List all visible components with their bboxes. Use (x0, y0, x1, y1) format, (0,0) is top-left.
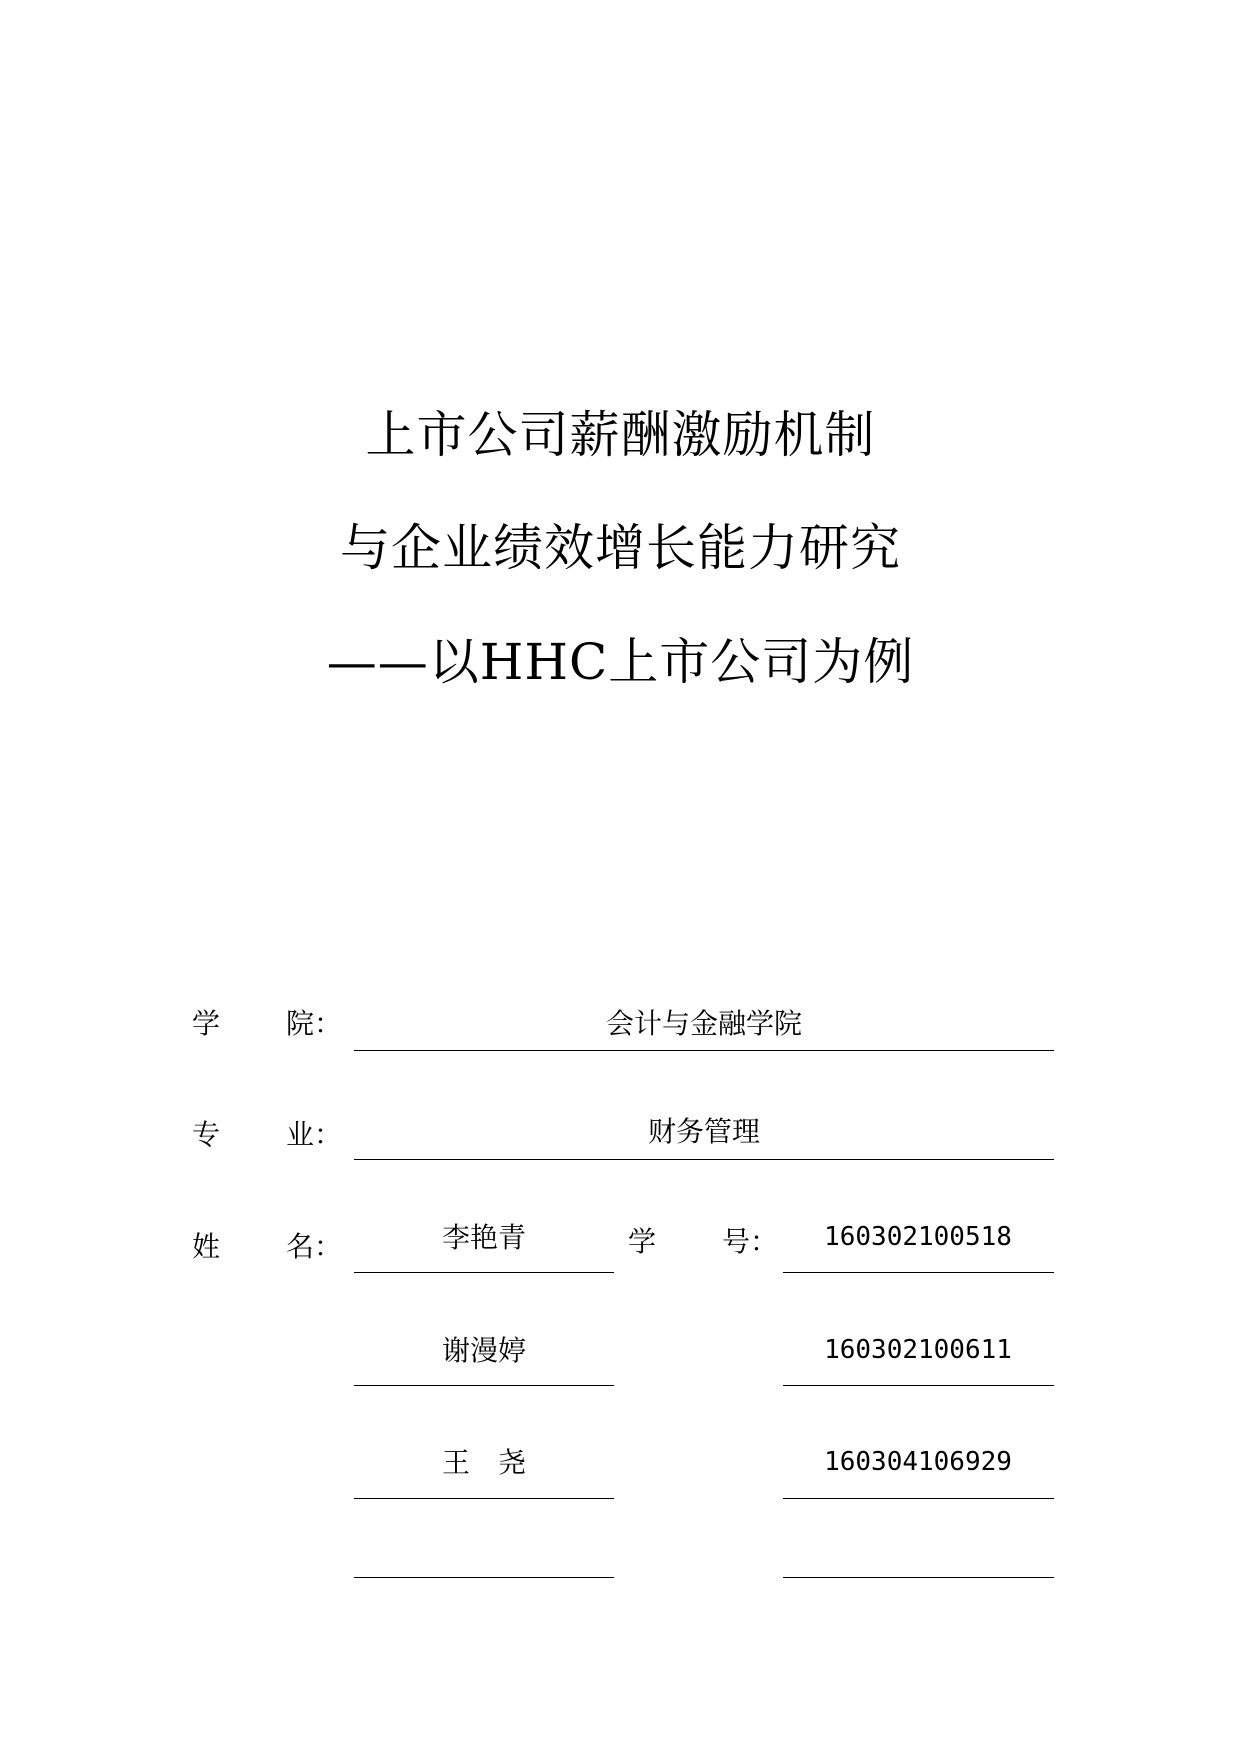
name-label-a: 姓 (192, 1230, 221, 1263)
member-id-underline (783, 1498, 1054, 1499)
college-value: 会计与金融学院 (605, 1007, 802, 1040)
member-id-underline (783, 1385, 1054, 1386)
member-id: 160302100611 (824, 1335, 1012, 1365)
thesis-title-line-1: 上市公司薪酬激励机制 (365, 406, 876, 464)
thesis-title-line-3: ——以HHC上市公司为例 (326, 633, 915, 691)
member-id: 160304106929 (824, 1447, 1012, 1477)
member-name-underline (354, 1272, 614, 1273)
major-underline (354, 1159, 1054, 1160)
major-label-b: 业： (286, 1118, 343, 1151)
member-name: 王 尧 (441, 1446, 526, 1479)
member-name-underline (354, 1385, 614, 1386)
college-label-a: 学 (192, 1007, 221, 1040)
college-label-b: 院： (286, 1007, 343, 1040)
major-label-a: 专 (192, 1118, 221, 1151)
major-value: 财务管理 (647, 1115, 760, 1148)
name-label-b: 名： (286, 1230, 343, 1263)
student-id-label-b: 号： (722, 1225, 779, 1258)
member-id-underline (783, 1272, 1054, 1273)
member-id-underline (783, 1577, 1054, 1578)
college-underline (354, 1050, 1054, 1051)
member-name-underline (354, 1498, 614, 1499)
thesis-title-line-2: 与企业绩效增长能力研究 (340, 519, 901, 577)
member-name: 谢漫婷 (441, 1334, 526, 1367)
member-id: 160302100518 (824, 1222, 1012, 1252)
member-name: 李艳青 (441, 1221, 526, 1254)
student-id-label-a: 学 (628, 1225, 657, 1258)
member-name-underline (354, 1577, 614, 1578)
